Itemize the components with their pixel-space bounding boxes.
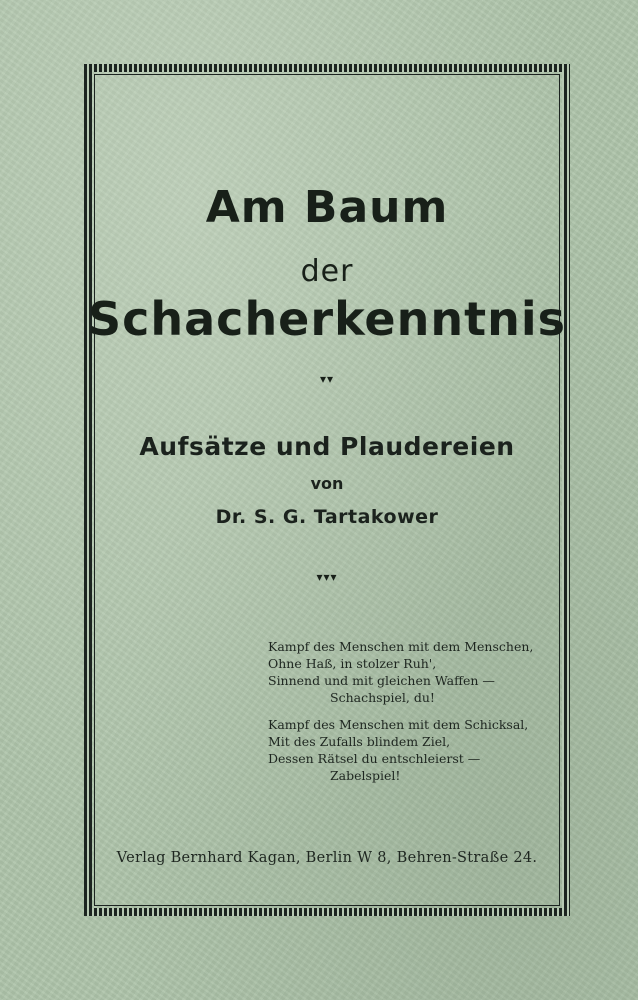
poem-line: Zabelspiel! [330, 768, 401, 783]
title-line-3: Schacherkenntnis [87, 292, 567, 346]
poem-line: Ohne Haß, in stolzer Ruh', [268, 656, 437, 671]
publisher-imprint: Verlag Bernhard Kagan, Berlin W 8, Behren-Straße 24. [116, 850, 538, 866]
ornament-top: ▾▾ [319, 372, 335, 386]
poem-stanza-2 [268, 716, 558, 784]
poem-line: Kampf des Menschen mit dem Menschen, [268, 639, 534, 654]
author: Dr. S. G. Tartakower [215, 506, 439, 528]
ornament-bottom: ▾▾▾ [316, 570, 338, 584]
poem-line: Schachspiel, du! [330, 690, 435, 705]
poem-line: Mit des Zufalls blindem Ziel, [268, 734, 451, 749]
poem-line: Sinnend und mit gleichen Waffen — [268, 673, 495, 688]
title-line-1: Am Baum [205, 182, 449, 233]
title-line-2: der [300, 254, 354, 289]
subtitle: Aufsätze und Plaudereien [139, 432, 515, 461]
poem-line: Dessen Rätsel du entschleierst — [268, 751, 481, 766]
epigraph-poem [268, 638, 558, 794]
by-line: von [310, 474, 344, 493]
poem-stanza-1 [268, 638, 558, 706]
poem-line: Kampf des Menschen mit dem Schicksal, [268, 717, 529, 732]
